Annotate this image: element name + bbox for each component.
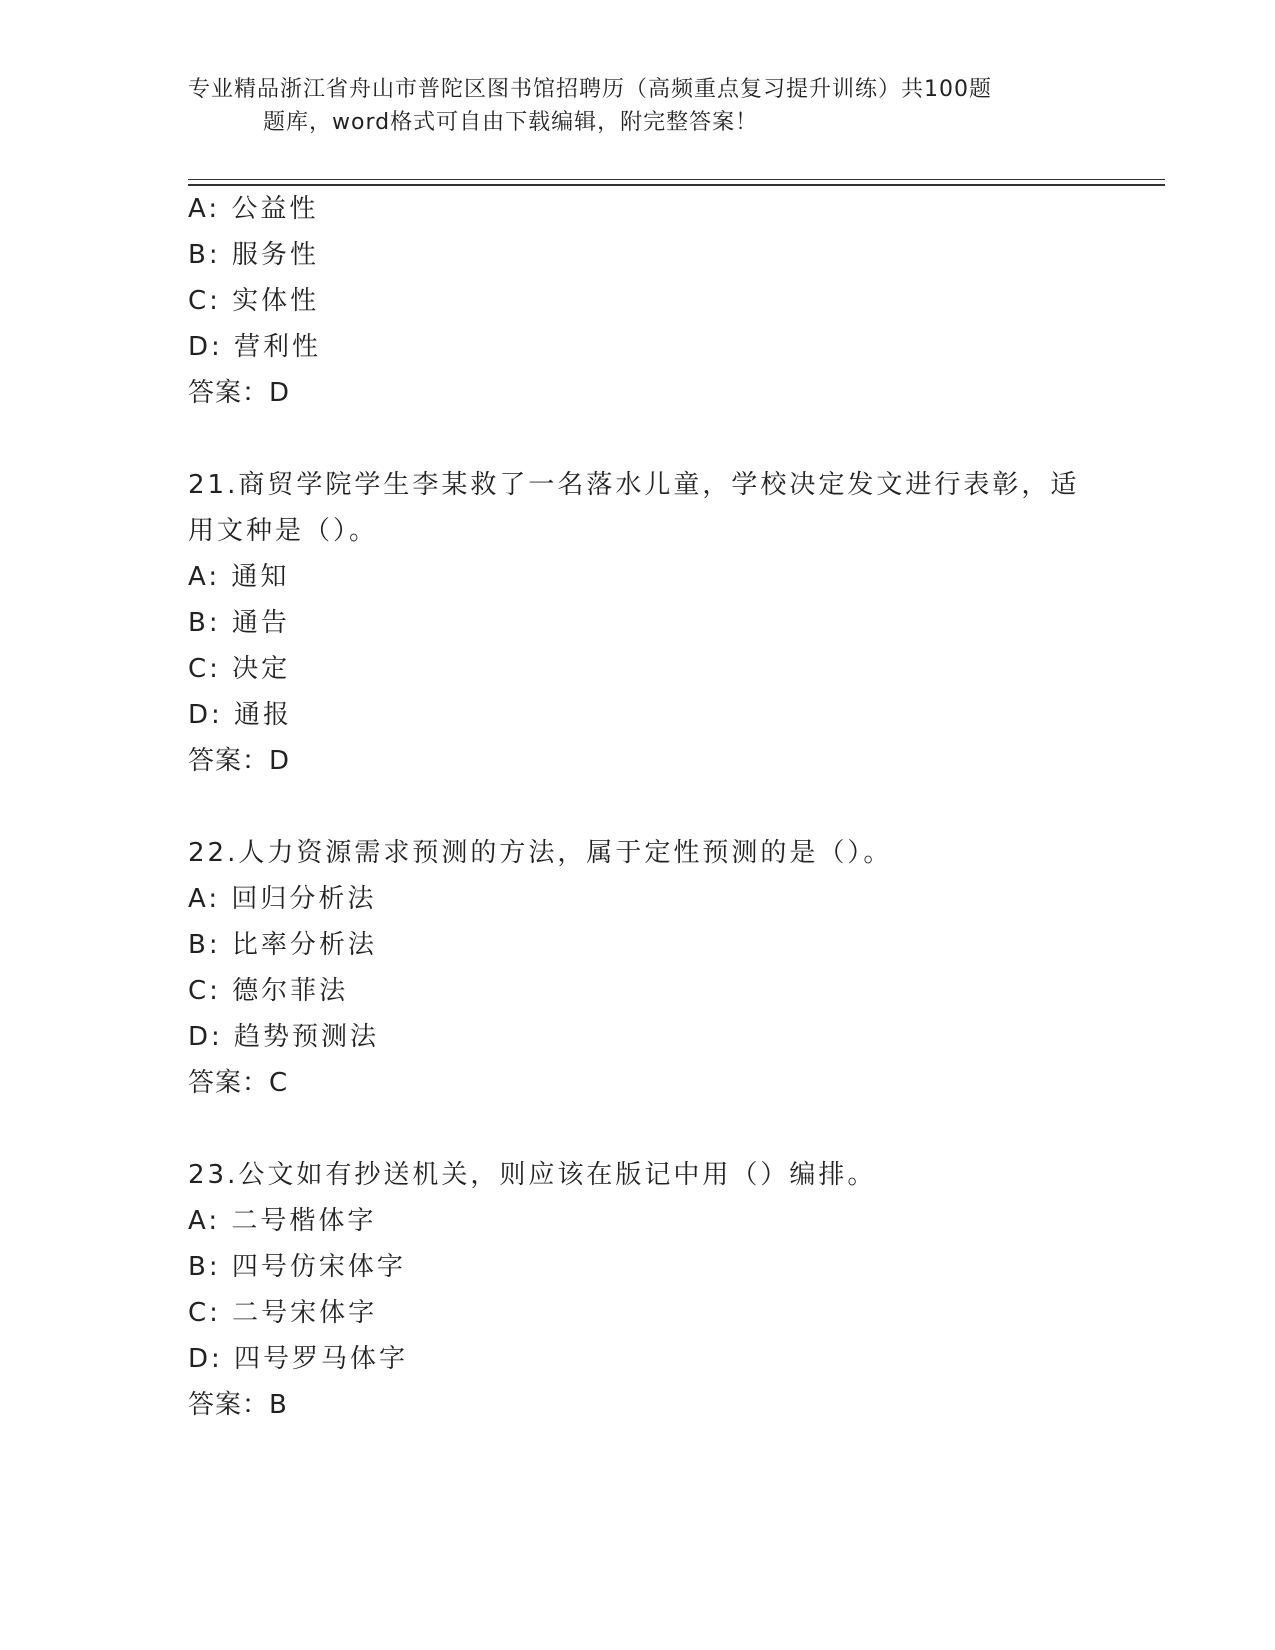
header-title-line-2: 题库，word格式可自由下载编辑，附完整答案！ bbox=[263, 110, 759, 135]
header-title-line-1: 专业精品浙江省舟山市普陀区图书馆招聘历（高频重点复习提升训练）共100题 bbox=[188, 77, 992, 102]
option-a: A: 二号楷体字 bbox=[188, 1206, 377, 1236]
document-body bbox=[188, 186, 1088, 1428]
question-text-line-1: 23.公文如有抄送机关，则应该在版记中用（）编排。 bbox=[188, 1160, 877, 1190]
answer-line: 答案：B bbox=[188, 1390, 288, 1420]
option-a: A: 回归分析法 bbox=[188, 884, 377, 914]
question-text-line-1: 21.商贸学院学生李某救了一名落水儿童，学校决定发文进行表彰，适 bbox=[188, 470, 1080, 500]
option-d: D: 通报 bbox=[188, 700, 293, 730]
option-b: B: 比率分析法 bbox=[188, 930, 377, 960]
question-block-21 bbox=[188, 462, 1088, 784]
header-divider-thin bbox=[188, 179, 1165, 180]
option-c: C: 实体性 bbox=[188, 286, 320, 316]
option-b: B: 四号仿宋体字 bbox=[188, 1252, 406, 1282]
answer-line: 答案：D bbox=[188, 746, 291, 776]
question-text-line-1: 22.人力资源需求预测的方法，属于定性预测的是（）。 bbox=[188, 838, 893, 868]
question-block-23 bbox=[188, 1152, 1088, 1428]
option-c: C: 二号宋体字 bbox=[188, 1298, 378, 1328]
option-b: B: 通告 bbox=[188, 608, 290, 638]
option-c: C: 德尔菲法 bbox=[188, 976, 349, 1006]
answer-line: 答案：D bbox=[188, 378, 291, 408]
document-header bbox=[188, 73, 1088, 139]
question-block-20 bbox=[188, 186, 1088, 416]
question-block-22 bbox=[188, 830, 1088, 1106]
option-c: C: 决定 bbox=[188, 654, 291, 684]
option-d: D: 趋势预测法 bbox=[188, 1022, 380, 1052]
option-b: B: 服务性 bbox=[188, 240, 319, 270]
option-d: D: 四号罗马体字 bbox=[188, 1344, 409, 1374]
question-text-line-2: 用文种是（）。 bbox=[188, 516, 379, 546]
option-a: A: 公益性 bbox=[188, 194, 319, 224]
option-d: D: 营利性 bbox=[188, 332, 322, 362]
option-a: A: 通知 bbox=[188, 562, 290, 592]
answer-line: 答案：C bbox=[188, 1068, 289, 1098]
